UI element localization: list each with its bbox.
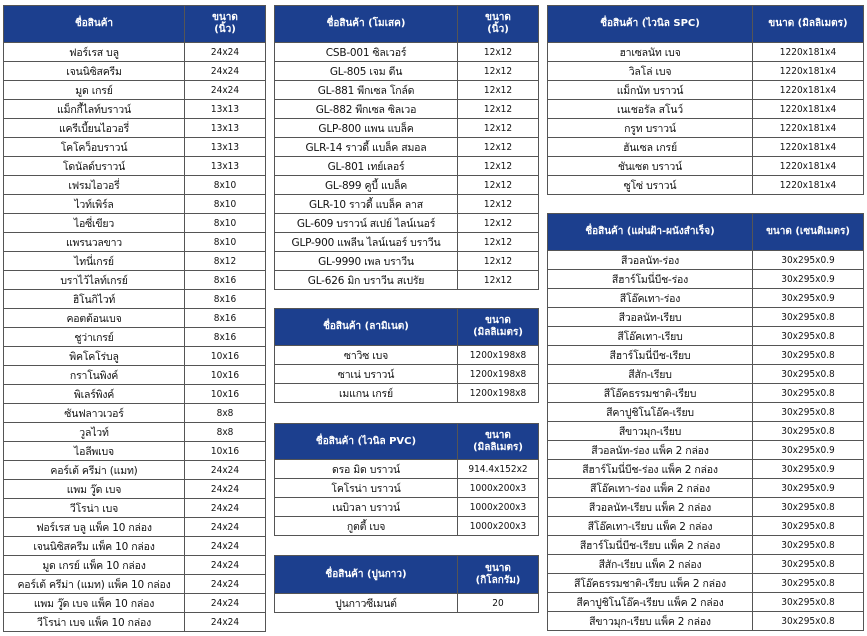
size-cell: 12x12	[458, 100, 539, 119]
product-name-cell: ไทนี่เกรย์	[4, 252, 185, 271]
table-row	[548, 119, 864, 138]
size-cell: 30x295x0.8	[753, 593, 864, 612]
mosaic-table	[274, 5, 539, 290]
product-name-cell: สีขาวมุก-เรียบ	[548, 422, 753, 441]
product-name-cell: แครีเบี้ยนไอวอรี่	[4, 119, 185, 138]
table-row	[4, 233, 266, 252]
size-cell: 24x24	[185, 518, 266, 537]
size-cell: 8x16	[185, 271, 266, 290]
product-name-cell: GLR-14 ราวดี้ แบล็ค สมอล	[275, 138, 458, 157]
table-row	[548, 536, 864, 555]
size-cell: 12x12	[458, 195, 539, 214]
size-cell: 24x24	[185, 62, 266, 81]
product-name-cell: สีคาปูชิโนโอ๊ค-เรียบ แพ็ค 2 กล่อง	[548, 593, 753, 612]
size-cell: 30x295x0.8	[753, 555, 864, 574]
product-name-cell: GLP-900 แพลีน ไลน์เนอร์ บราวีน	[275, 233, 458, 252]
table-row	[548, 81, 864, 100]
size-cell: 24x24	[185, 613, 266, 632]
table-row	[275, 214, 539, 233]
product-name-cell: สีฮาร์โมนี่บีช-เรียบ แพ็ค 2 กล่อง	[548, 536, 753, 555]
size-cell: 1220x181x4	[753, 138, 864, 157]
table-row	[275, 594, 539, 613]
header-product-name: ชื่อสินค้า (ลามิเนต)	[275, 309, 458, 346]
product-name-cell: คอร์เต้ ครีม่า (แมท)	[4, 461, 185, 480]
size-cell: 1000x200x3	[458, 479, 539, 498]
size-cell: 12x12	[458, 233, 539, 252]
size-cell: 13x13	[185, 157, 266, 176]
product-name-cell: ฮาเซลนัท เบจ	[548, 43, 753, 62]
table-row	[548, 384, 864, 403]
product-name-cell: สีโอ๊คธรรมชาติ-เรียบ	[548, 384, 753, 403]
size-cell: 8x8	[185, 423, 266, 442]
table-row	[548, 422, 864, 441]
table-row	[548, 555, 864, 574]
product-name-cell: สีโอ๊คเทา-เรียบ แพ็ค 2 กล่อง	[548, 517, 753, 536]
product-name-cell: ชูว่าเกรย์	[4, 328, 185, 347]
table-row	[4, 309, 266, 328]
size-cell: 12x12	[458, 252, 539, 271]
product-name-cell: แม็กกี้ไลท์บราวน์	[4, 100, 185, 119]
table-row	[275, 62, 539, 81]
size-cell: 10x16	[185, 347, 266, 366]
size-cell: 1220x181x4	[753, 43, 864, 62]
table-row	[4, 252, 266, 271]
product-name-cell: บราไว้ไลท์เกรย์	[4, 271, 185, 290]
product-name-cell: พิเลร์พิงค์	[4, 385, 185, 404]
size-cell: 8x10	[185, 176, 266, 195]
table-row	[548, 498, 864, 517]
product-name-cell: กรูท บราวน์	[548, 119, 753, 138]
size-cell: 8x10	[185, 214, 266, 233]
product-name-cell: วีโรน่า เบจ	[4, 499, 185, 518]
table-row	[4, 404, 266, 423]
table-row	[548, 308, 864, 327]
product-name-cell: ฟอร์เรส บลู แพ็ค 10 กล่อง	[4, 518, 185, 537]
table-row	[275, 517, 539, 536]
size-cell: 24x24	[185, 499, 266, 518]
size-cell: 12x12	[458, 138, 539, 157]
table-row	[548, 365, 864, 384]
size-cell: 1200x198x8	[458, 365, 539, 384]
adhesive-table	[274, 555, 539, 613]
product-name-cell: โคโรน่า บราวน์	[275, 479, 458, 498]
product-name-cell: ซูโซ่ บราวน์	[548, 176, 753, 195]
product-name-cell: คอร์เต้ ครีม่า (แมท) แพ็ค 10 กล่อง	[4, 575, 185, 594]
product-name-cell: เนบิวลา บราวน์	[275, 498, 458, 517]
size-cell: 1220x181x4	[753, 62, 864, 81]
product-name-cell: ไวท์เพิร์ล	[4, 195, 185, 214]
size-cell: 12x12	[458, 157, 539, 176]
table-row	[548, 251, 864, 270]
product-name-cell: แม็กนัท บราวน์	[548, 81, 753, 100]
header-size: ขนาด (กิโลกรัม)	[458, 556, 539, 594]
size-cell: 8x16	[185, 309, 266, 328]
product-name-cell: สีวอลนัท-เรียบ แพ็ค 2 กล่อง	[548, 498, 753, 517]
table-row	[4, 195, 266, 214]
product-name-cell: สีคาปูชิโนโอ๊ค-เรียบ	[548, 403, 753, 422]
table-row	[4, 518, 266, 537]
size-cell: 13x13	[185, 119, 266, 138]
product-name-cell: GL-9990 เพล บราวีน	[275, 252, 458, 271]
size-cell: 24x24	[185, 81, 266, 100]
product-name-cell: สีสัก-เรียบ	[548, 365, 753, 384]
size-cell: 30x295x0.9	[753, 251, 864, 270]
table-row	[548, 517, 864, 536]
product-name-cell: สีโอ๊คเทา-เรียบ	[548, 327, 753, 346]
table-row	[275, 252, 539, 271]
size-cell: 914.4x152x2	[458, 460, 539, 479]
header-size: ขนาด (นิ้ว)	[458, 6, 539, 43]
table-row	[4, 556, 266, 575]
size-cell: 1220x181x4	[753, 176, 864, 195]
size-cell: 10x16	[185, 366, 266, 385]
size-cell: 8x12	[185, 252, 266, 271]
product-name-cell: แพรนวลขาว	[4, 233, 185, 252]
size-cell: 12x12	[458, 43, 539, 62]
table-row	[4, 613, 266, 632]
table-row	[4, 290, 266, 309]
size-cell: 30x295x0.8	[753, 346, 864, 365]
table-row	[275, 157, 539, 176]
header-size: ขนาด (มิลลิเมตร)	[458, 309, 539, 346]
product-name-cell: มูด เกรย์	[4, 81, 185, 100]
table-row	[275, 384, 539, 403]
size-cell: 30x295x0.8	[753, 384, 864, 403]
table-row	[548, 62, 864, 81]
size-cell: 30x295x0.9	[753, 289, 864, 308]
size-cell: 1200x198x8	[458, 346, 539, 365]
table-row	[4, 385, 266, 404]
product-name-cell: GLR-10 ราวดี้ แบล็ค ลาส	[275, 195, 458, 214]
table-row	[275, 138, 539, 157]
table-row	[4, 328, 266, 347]
table-row	[548, 346, 864, 365]
product-name-cell: ฟอร์เรส บลู	[4, 43, 185, 62]
table-row	[4, 214, 266, 233]
product-name-cell: เมแกน เกรย์	[275, 384, 458, 403]
table-row	[548, 176, 864, 195]
table-row	[4, 499, 266, 518]
product-name-cell: เฟรมไอวอรี่	[4, 176, 185, 195]
table-row	[4, 81, 266, 100]
size-cell: 12x12	[458, 214, 539, 233]
product-name-cell: วิลโล่ เบจ	[548, 62, 753, 81]
table-row	[548, 441, 864, 460]
header-size: ขนาด (นิ้ว)	[185, 6, 266, 43]
table-row	[275, 460, 539, 479]
size-cell: 30x295x0.8	[753, 365, 864, 384]
product-name-cell: ชันเซต บราวน์	[548, 157, 753, 176]
table-row	[548, 612, 864, 631]
table-row	[548, 479, 864, 498]
product-name-cell: ซาวิซ เบจ	[275, 346, 458, 365]
table-row	[275, 119, 539, 138]
size-cell: 13x13	[185, 138, 266, 157]
table-row	[548, 43, 864, 62]
product-name-cell: ซันฟลาวเวอร์	[4, 404, 185, 423]
size-cell: 1200x198x8	[458, 384, 539, 403]
product-name-cell: ไอซี่เขียว	[4, 214, 185, 233]
size-cell: 30x295x0.8	[753, 536, 864, 555]
product-name-cell: สีวอลนัท-เรียบ	[548, 308, 753, 327]
header-product-name: ชื่อสินค้า (แผ่นฝ้า-ผนังสำเร็จ)	[548, 214, 753, 251]
table-row	[548, 574, 864, 593]
product-name-cell: คอตต้อนเบจ	[4, 309, 185, 328]
product-name-cell: แพม วู๊ด เบจ	[4, 480, 185, 499]
product-name-cell: GL-899 คูบี้ แบล็ค	[275, 176, 458, 195]
product-name-cell: ไอลีพเบจ	[4, 442, 185, 461]
table-row	[275, 498, 539, 517]
table-row	[4, 347, 266, 366]
size-cell: 13x13	[185, 100, 266, 119]
product-name-cell: ดรอ มิด บราวน์	[275, 460, 458, 479]
product-name-cell: สีฮาร์โมนี่บีช-เรียบ	[548, 346, 753, 365]
size-cell: 30x295x0.8	[753, 498, 864, 517]
header-size: ขนาด (มิลลิเมตร)	[753, 6, 864, 43]
table-row	[548, 270, 864, 289]
table-row	[548, 289, 864, 308]
size-cell: 1220x181x4	[753, 100, 864, 119]
table-row	[4, 537, 266, 556]
product-name-cell: กราโนพิงค์	[4, 366, 185, 385]
table-row	[4, 157, 266, 176]
product-name-cell: วีโรน่า เบจ แพ็ค 10 กล่อง	[4, 613, 185, 632]
product-name-cell: พิคโคโร่บลู	[4, 347, 185, 366]
size-cell: 30x295x0.9	[753, 270, 864, 289]
size-cell: 30x295x0.8	[753, 517, 864, 536]
product-name-cell: โดนัลด์บราวน์	[4, 157, 185, 176]
table-row	[275, 271, 539, 290]
product-name-cell: สีขาวมุก-เรียบ แพ็ค 2 กล่อง	[548, 612, 753, 631]
product-name-cell: GL-801 เทย์เลอร์	[275, 157, 458, 176]
table-row	[275, 43, 539, 62]
vinyl-pvc-table	[274, 423, 539, 536]
size-cell: 12x12	[458, 176, 539, 195]
table-row	[548, 138, 864, 157]
table-row	[548, 327, 864, 346]
table-row	[4, 442, 266, 461]
product-name-cell: สีฮาร์โมนี่บีช-ร่อง แพ็ค 2 กล่อง	[548, 460, 753, 479]
size-cell: 8x16	[185, 290, 266, 309]
size-cell: 8x10	[185, 195, 266, 214]
product-name-cell: สีโอ๊คเทา-ร่อง แพ็ค 2 กล่อง	[548, 479, 753, 498]
size-cell: 24x24	[185, 480, 266, 499]
size-cell: 24x24	[185, 537, 266, 556]
size-cell: 30x295x0.8	[753, 612, 864, 631]
table-row	[275, 81, 539, 100]
size-cell: 1220x181x4	[753, 81, 864, 100]
product-name-cell: โคโคว็อบราวน์	[4, 138, 185, 157]
table-row	[4, 480, 266, 499]
table-row	[548, 403, 864, 422]
laminate-table	[274, 308, 539, 403]
product-name-cell: ปูนกาวซีเมนต์	[275, 594, 458, 613]
size-cell: 12x12	[458, 119, 539, 138]
size-cell: 8x16	[185, 328, 266, 347]
product-name-cell: สีโอ๊คธรรมชาติ-เรียบ แพ็ค 2 กล่อง	[548, 574, 753, 593]
table-row	[275, 195, 539, 214]
table-row	[4, 575, 266, 594]
size-cell: 8x10	[185, 233, 266, 252]
tile-table	[3, 5, 266, 632]
product-name-cell: เนเชอรัล สโนว์	[548, 100, 753, 119]
size-cell: 30x295x0.9	[753, 460, 864, 479]
size-cell: 30x295x0.8	[753, 327, 864, 346]
table-row	[548, 460, 864, 479]
product-name-cell: GLP-800 แพน แบล็ค	[275, 119, 458, 138]
size-cell: 30x295x0.8	[753, 308, 864, 327]
table-row	[4, 119, 266, 138]
header-product-name: ชื่อสินค้า	[4, 6, 185, 43]
header-product-name: ชื่อสินค้า (โมเสค)	[275, 6, 458, 43]
size-cell: 12x12	[458, 81, 539, 100]
size-cell: 12x12	[458, 62, 539, 81]
table-row	[4, 366, 266, 385]
table-row	[4, 423, 266, 442]
product-name-cell: ซาเน่ บราวน์	[275, 365, 458, 384]
table-row	[4, 43, 266, 62]
product-name-cell: สีฮาร์โมนี่บีช-ร่อง	[548, 270, 753, 289]
header-size: ขนาด (เซนติเมตร)	[753, 214, 864, 251]
size-cell: 10x16	[185, 442, 266, 461]
product-name-cell: ฮิโนกิไวท์	[4, 290, 185, 309]
product-name-cell: สีโอ๊คเทา-ร่อง	[548, 289, 753, 308]
size-cell: 24x24	[185, 575, 266, 594]
table-row	[4, 461, 266, 480]
product-name-cell: มูด เกรย์ แพ็ค 10 กล่อง	[4, 556, 185, 575]
size-cell: 20	[458, 594, 539, 613]
size-cell: 1220x181x4	[753, 119, 864, 138]
size-cell: 12x12	[458, 271, 539, 290]
size-cell: 10x16	[185, 385, 266, 404]
table-row	[275, 365, 539, 384]
table-row	[275, 346, 539, 365]
header-product-name: ชื่อสินค้า (ไวนิล SPC)	[548, 6, 753, 43]
table-row	[548, 157, 864, 176]
table-row	[275, 100, 539, 119]
product-name-cell: CSB-001 ซิลเวอร์	[275, 43, 458, 62]
product-name-cell: วูลไวท์	[4, 423, 185, 442]
vinyl-spc-table	[547, 5, 864, 195]
size-cell: 8x8	[185, 404, 266, 423]
product-name-cell: สีวอลนัท-ร่อง แพ็ค 2 กล่อง	[548, 441, 753, 460]
size-cell: 30x295x0.9	[753, 441, 864, 460]
size-cell: 30x295x0.8	[753, 422, 864, 441]
size-cell: 24x24	[185, 43, 266, 62]
header-size: ขนาด (มิลลิเมตร)	[458, 424, 539, 460]
product-name-cell: สีวอลนัท-ร่อง	[548, 251, 753, 270]
product-name-cell: GL-805 เจม ดีน	[275, 62, 458, 81]
product-name-cell: เจนนิซิสครีม	[4, 62, 185, 81]
size-cell: 30x295x0.9	[753, 479, 864, 498]
product-name-cell: GL-881 พีกเซล โกล์ด	[275, 81, 458, 100]
size-cell: 24x24	[185, 594, 266, 613]
product-name-cell: เจนนิซิสครีม แพ็ค 10 กล่อง	[4, 537, 185, 556]
table-row	[275, 176, 539, 195]
product-name-cell: แพม วู๊ด เบจ แพ็ค 10 กล่อง	[4, 594, 185, 613]
product-name-cell: ฮันเซล เกรย์	[548, 138, 753, 157]
table-row	[275, 233, 539, 252]
table-row	[4, 100, 266, 119]
product-name-cell: กูตตี้ เบจ	[275, 517, 458, 536]
size-cell: 24x24	[185, 556, 266, 575]
product-name-cell: สีสัก-เรียบ แพ็ค 2 กล่อง	[548, 555, 753, 574]
header-product-name: ชื่อสินค้า (ไวนิล PVC)	[275, 424, 458, 460]
size-cell: 30x295x0.8	[753, 574, 864, 593]
table-row	[548, 100, 864, 119]
panel-table	[547, 213, 864, 631]
size-cell: 1000x200x3	[458, 498, 539, 517]
size-cell: 1220x181x4	[753, 157, 864, 176]
product-name-cell: GL-882 พีกเซล ซิลเวอ	[275, 100, 458, 119]
table-row	[4, 176, 266, 195]
table-row	[4, 138, 266, 157]
size-cell: 1000x200x3	[458, 517, 539, 536]
table-row	[4, 271, 266, 290]
table-row	[4, 594, 266, 613]
size-cell: 30x295x0.8	[753, 403, 864, 422]
table-row	[548, 593, 864, 612]
table-row	[275, 479, 539, 498]
size-cell: 24x24	[185, 461, 266, 480]
product-name-cell: GL-609 บราวน์ สเปย์ ไลน์เนอร์	[275, 214, 458, 233]
header-product-name: ชื่อสินค้า (ปูนกาว)	[275, 556, 458, 594]
table-row	[4, 62, 266, 81]
product-name-cell: GL-626 มิก บราวีน สเปรัย	[275, 271, 458, 290]
